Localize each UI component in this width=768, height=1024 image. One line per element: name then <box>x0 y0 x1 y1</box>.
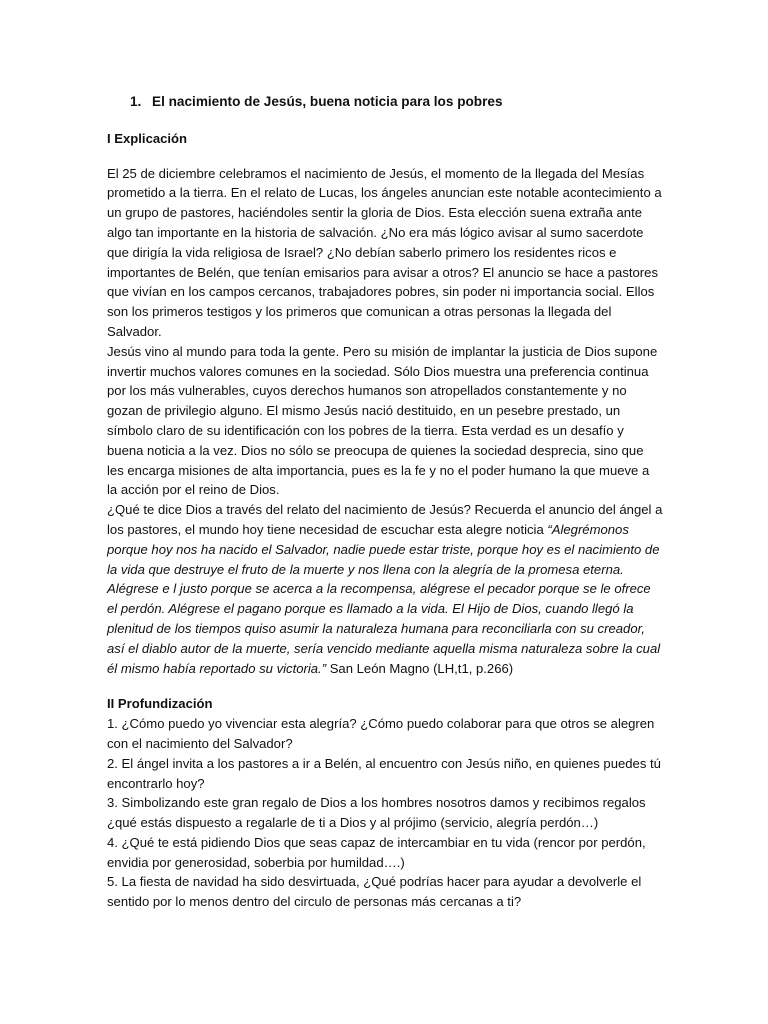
section-heading-explicacion: I Explicación <box>107 130 188 146</box>
title-text: El nacimiento de Jesús, buena noticia para los pobres <box>152 94 503 109</box>
question-2: 2. El ángel invita a los pastores a ir a Belén, al encuentro con Jesús niño, en quienes puedes tú encontrarlo hoy? <box>107 755 661 791</box>
paragraph-2: Jesús vino al mundo para toda la gente. Pero su misión de implantar la justicia de Dios supone invertir muchos valores comunes en la sociedad. Sólo Dios muestra una preferencia continua por los más vulnerables, cuyos derechos humanos son atropellados constantemente y no gozan de privilegio alguno. El mismo Jesús nació destituido, en un pesebre prestado, un símbolo claro de su identificación con los pobres de la tierra. Esta verdad es un desafío y buena noticia a la vez. Dios no sólo se preocupa de quienes la sociedad desprecia, sino que les encarga misiones de alta importancia, pues es la fe y no el poder humano la que mueve a la acción por el reino de Dios. <box>107 343 658 498</box>
title-number: 1. <box>130 94 142 109</box>
paragraph-3 <box>107 500 663 678</box>
question-4: 4. ¿Qué te está pidiendo Dios que seas capaz de intercambiar en tu vida (rencor por perdón, envidia por generosidad, soberbia por humildad….) <box>107 834 646 870</box>
paragraph-1: El 25 de diciembre celebramos el nacimiento de Jesús, el momento de la llegada del Mesías prometido a la tierra. En el relato de Lucas, los ángeles anuncian este notable acontecimiento a un grupo de pastores, haciéndoles sentir la gloria de Dios. Esta elección suena extraña ante algo tan importante en la historia de salvación. ¿No era más lógico avisar al sumo sacerdote que dirigía la vida religiosa de Israel? ¿No debían saberlo primero los residentes ricos e importantes de Belén, que tenían emisarios para avisar a otros? El anuncio se hace a pastores que vivían en los campos cercanos, trabajadores pobres, sin poder ni importancia social. Ellos son los primeros testigos y los primeros que comunican a otras personas la llegada del Salvador. <box>107 165 662 339</box>
document-page <box>107 92 663 912</box>
document-title <box>130 92 663 112</box>
question-3: 3. Simbolizando este gran regalo de Dios a los hombres nosotros damos y recibimos regalos ¿qué estás dispuesto a regalarle de ti a Dios y al prójimo (servicio, alegría perdón…) <box>107 795 646 831</box>
section-heading-profundizacion: II Profundización <box>107 696 213 712</box>
paragraph-3-source: San León Magno (LH,t1, p.266) <box>326 660 514 676</box>
paragraph-3-quote: “Alegrémonos porque hoy nos ha nacido el Salvador, nadie puede estar triste, porque hoy es el nacimiento de la vida que destruye el fruto de la muerte y nos llena con la alegría de la promesa eterna. Alégrese e l justo porque se acerca a la recompensa, alégrese el pecador porque se le ofrece el perdón. Alégrese el pagano porque es llamado a la vida. El Hijo de Dios, cuando llegó la plenitud de los tiempos quiso asumir la naturaleza humana para reconciliarla con su creador, así el diablo autor de la muerte, sería vencido mediante aquella misma naturaleza sobre la cual él mismo había reportado su victoria.” <box>107 521 661 676</box>
question-1: 1. ¿Cómo puedo yo vivenciar esta alegría? ¿Cómo puedo colaborar para que otros se alegren con el nacimiento del Salvador? <box>107 716 655 751</box>
paragraph-3-lead: ¿Qué te dice Dios a través del relato del nacimiento de Jesús? Recuerda el anuncio del ángel a los pastores, el mundo hoy tiene necesidad de escuchar esta alegre noticia <box>107 502 663 537</box>
question-5: 5. La fiesta de navidad ha sido desvirtuada, ¿Qué podrías hacer para ayudar a devolverle el sentido por lo menos dentro del circulo de personas más cercanas a ti? <box>107 874 642 910</box>
